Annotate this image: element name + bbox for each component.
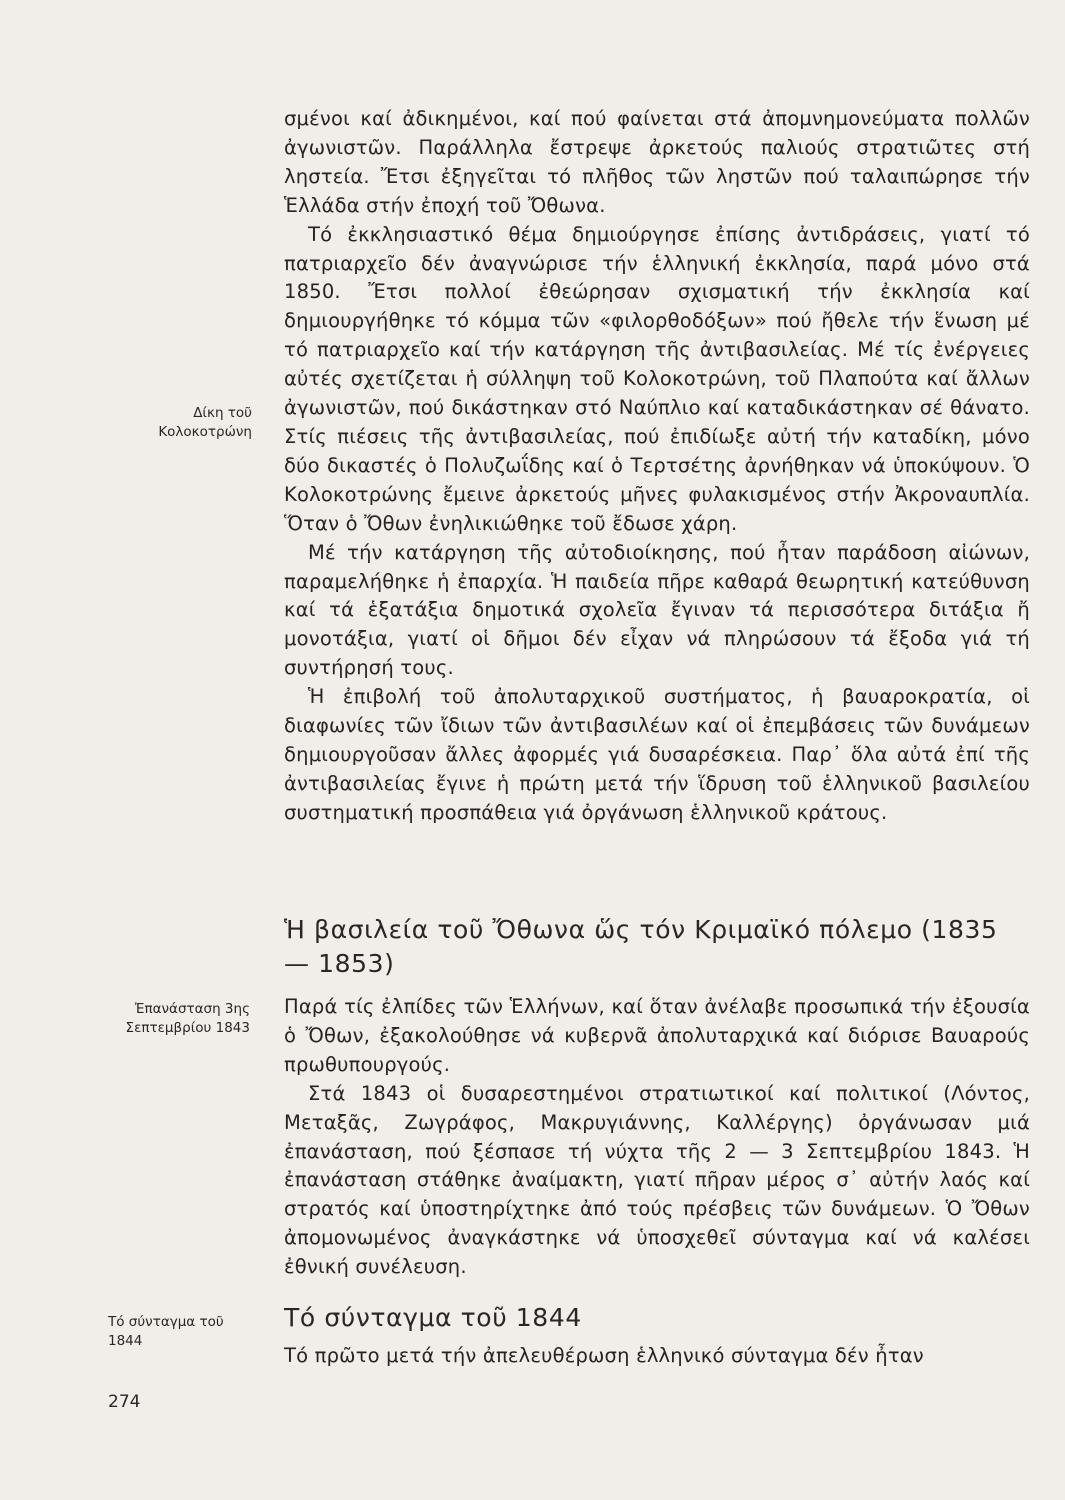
section-heading-constitution-1844: Τό σύνταγμα τοῦ 1844 — [284, 1303, 582, 1332]
margin-note-line: Κολοκοτρώνη — [158, 424, 252, 440]
paragraph: Τό πρῶτο μετά τήν ἀπελευθέρωση ἑλληνικό σύνταγμα δέν ἦταν — [284, 1344, 924, 1367]
paragraph: Παρά τίς ἐλπίδες τῶν Ἑλλήνων, καί ὅταν ἀνέλαβε προσωπικά τήν ἐξουσία ὁ Ὄθων, ἐξακολούθησε νά κυβερνᾶ ἀπολυταρχικά καί διόρισε Βαυαρούς πρωθυπουργούς. — [284, 995, 1030, 1076]
section-heading-otto-reign: Ἡ βασιλεία τοῦ Ὄθωνα ὥς τόν Κριμαϊκό πόλεμο (1835 — 1853) — [284, 915, 998, 978]
paragraph: Ἡ ἐπιβολή τοῦ ἀπολυταρχικοῦ συστήματος, ἡ βαυαροκρατία, οἱ διαφωνίες τῶν ἴδιων τῶν ἀντιβασιλέων καί οἱ ἐπεμβάσεις τῶν δυνάμεων δημιουργοῦσαν ἄλλες ἀφορμές γιά δυσαρέσκεια. Παρ᾽ ὅλα αὐτά ἐπί τῆς ἀντιβασιλείας ἔγινε ἡ πρώτη μετά τήν ἵδρυση τοῦ ἑλληνικοῦ βασιλείου συστηματική προσπάθεια γιά ὀργάνωση ἑλληνικοῦ κράτους. — [284, 685, 1030, 824]
paragraph: σμένοι καί ἀδικημένοι, καί πού φαίνεται στά ἀπομνημονεύματα πολλῶν ἀγωνιστῶν. Παράλληλα ἔστρεψε ἀρκετούς παλιούς στρατιῶτες στή ληστεία. Ἔτσι ἐξηγεῖται τό πλῆθος τῶν ληστῶν πού ταλαιπώρησε τήν Ἑλλάδα στήν ἐποχή τοῦ Ὄθωνα. — [284, 107, 1030, 217]
margin-note-line: Ἐπανάσταση 3ης — [134, 1001, 250, 1017]
margin-note-line: Σεπτεμβρίου 1843 — [125, 1020, 250, 1036]
margin-note-line: Τό σύνταγμα τοῦ — [108, 1314, 224, 1330]
paragraph: Τό ἐκκλησιαστικό θέμα δημιούργησε ἐπίσης ἀντιδράσεις, γιατί τό πατριαρχεῖο δέν ἀναγνώρισε τήν ἑλληνική ἐκκλησία, παρά μόνο στά 1850. Ἔτσι πολλοί ἐθεώρησαν σχισματική τήν ἐκκλησία καί δημιουργήθηκε τό κόμμα τῶν «φιλορθοδόξων» πού ἤθελε τήν ἕνωση μέ τό πατριαρχεῖο καί τήν κατάργηση τῆς ἀντιβασιλείας. Μέ τίς ἐνέργειες αὐτές σχετίζεται ἡ σύλληψη τοῦ Κολοκοτρώνη, τοῦ Πλαπούτα καί ἄλλων ἀγωνιστῶν, πού δικάστηκαν στό Ναύπλιο καί καταδικάστηκαν σέ θάνατο. Στίς πιέσεις τῆς ἀντιβασιλείας, πού ἐπιδίωξε αὐτή τήν καταδίκη, μόνο δύο δικαστές ὁ Πολυζωΐδης καί ὁ Τερτσέτης ἀρνήθηκαν νά ὑποκύψουν. Ὁ Κολοκοτρώνης ἔμεινε ἀρκετούς μῆνες φυλακισμένος στήν Ἀκροναυπλία. Ὅταν ὁ Ὄθων ἐνηλικιώθηκε τοῦ ἔδωσε χάρη. — [284, 222, 1030, 535]
margin-note-trial-of-kolokotronis — [82, 404, 252, 442]
margin-note-constitution-1844 — [108, 1313, 258, 1351]
body-text-continuation — [284, 105, 1030, 828]
body-text-constitution — [284, 1342, 1030, 1371]
body-text-otto-reign — [284, 993, 1030, 1282]
paragraph: Στά 1843 οἱ δυσαρεστημένοι στρατιωτικοί καί πολιτικοί (Λόντος, Μεταξᾶς, Ζωγράφος, Μακρυγιάννης, Καλλέργης) ὀργάνωσαν μιά ἐπανάσταση, πού ξέσπασε τή νύχτα τῆς 2 — 3 Σεπτεμβρίου 1843. Ἡ ἐπανάσταση στάθηκε ἀναίμακτη, γιατί πῆραν μέρος σ᾽ αὐτήν λαός καί στρατός καί ὑποστηρίχτηκε ἀπό τούς πρέσβεις τῶν δυνάμεων. Ὁ Ὄθων ἀπομονωμένος ἀναγκάστηκε νά ὑποσχεθεῖ σύνταγμα καί νά καλέσει ἐθνική συνέλευση. — [284, 1081, 1030, 1279]
margin-note-revolution-1843 — [60, 1000, 250, 1038]
margin-note-line: 1844 — [108, 1333, 143, 1349]
margin-note-line: Δίκη τοῦ — [193, 405, 252, 421]
paragraph: Μέ τήν κατάργηση τῆς αὐτοδιοίκησης, πού ἦταν παράδοση αἰώνων, παραμελήθηκε ἡ ἐπαρχία. Ἡ παιδεία πῆρε καθαρά θεωρητική κατεύθυνση καί τά ἑξατάξια δημοτικά σχολεῖα ἔγιναν τά περισσότερα διτάξια ἤ μονοτάξια, γιατί οἱ δῆμοι δέν εἶχαν νά πληρώσουν τά ἔξοδα γιά τή συντήρησή τους. — [284, 540, 1030, 680]
page-number: 274 — [108, 1392, 141, 1412]
